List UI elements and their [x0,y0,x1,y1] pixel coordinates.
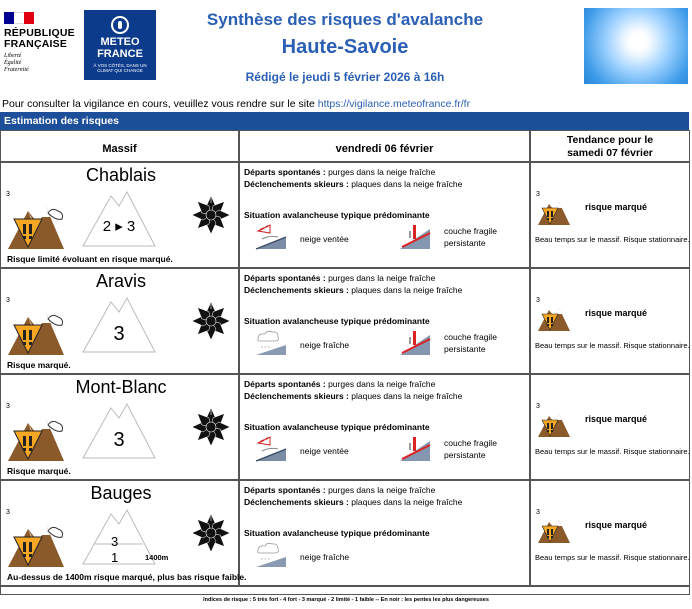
meteo-france-name: METEO FRANCE [97,36,143,60]
avalanche-risk-icon [537,304,571,332]
page-title: Synthèse des risques d'avalanche [206,10,484,29]
departs-line: Départs spontanés : purges dans la neige fraîche [244,379,436,389]
avalanche-risk-icon [537,410,571,438]
massif-name: Chablais [85,165,157,185]
lower-risk-value: 1 [111,550,119,565]
day-detail-cell [240,269,531,373]
svg-text:* * *: * * * [261,558,270,564]
massif-row [1,163,689,269]
tendance-cell [531,163,689,267]
tendance-index-number: 3 [536,509,540,516]
risk-index-number: 3 [6,191,10,198]
massif-row [1,375,689,481]
situation-title: Situation avalancheuse typique prédominante [244,528,430,538]
new-snow-icon [254,329,288,357]
upper-risk-value: 3 [111,534,119,549]
massif-row [1,269,689,375]
tendance-label: risque marqué [585,414,648,424]
avalanche-problem-label: neige fraîche [300,552,350,562]
avalanche-risk-icon [6,305,66,357]
republique-label: RÉPUBLIQUE FRANÇAISE [4,27,75,50]
meteo-france-logo [84,10,156,80]
department-title: Haute-Savoie [281,36,409,58]
tendance-cell [531,481,689,585]
avalanche-problem-label: neige ventée [300,446,349,456]
republique-francaise-logo [4,12,76,80]
compass-rose-icon [191,195,231,235]
svg-text:* * *: * * * [261,346,270,352]
risk-summary: Risque marqué. [7,466,71,476]
altitude-label: 1400m [145,553,169,562]
situation-title: Situation avalancheuse typique prédominante [244,422,430,432]
compass-rose-icon [191,513,231,553]
risk-index-number: 3 [6,297,10,304]
new-snow-icon [254,541,288,569]
avalanche-problem-label: neige ventée [300,234,349,244]
risk-value: 2 ▸ 3 [102,218,136,235]
day-detail-cell [240,375,531,479]
avalanche-risk-icon [6,199,66,251]
tendance-text: Beau temps sur le massif. Risque stationnaire. [535,553,690,562]
tendance-index-number: 3 [536,191,540,198]
massif-name: Bauges [90,483,152,503]
avalanche-problem-label: couche fragile persistante [444,438,497,460]
risk-summary: Risque limité évoluant en risque marqué. [7,254,173,264]
wind-slab-icon [254,223,288,251]
column-header-tendance: Tendance pour le samedi 07 février [531,131,689,163]
column-header-day: vendredi 06 février [240,131,531,163]
risk-index-legend: Indices de risque : 5 très fort - 4 fort - 3 marqué - 2 limité - 1 faible -- En noir : les pentes les plus dangereuses [203,597,489,603]
tendance-index-number: 3 [536,403,540,410]
situation-title: Situation avalancheuse typique prédominante [244,316,430,326]
day-detail-cell [240,481,531,585]
page-header [0,0,692,94]
departs-line: Départs spontanés : purges dans la neige fraîche [244,273,436,283]
tendance-text: Beau temps sur le massif. Risque stationnaire. [535,235,690,244]
avalanche-risk-icon [537,198,571,226]
risk-index-number: 3 [6,509,10,516]
massif-cell [1,163,240,267]
massif-cell [1,375,240,479]
departs-line: Départs spontanés : purges dans la neige fraîche [244,167,436,177]
risk-summary: Au-dessus de 1400m risque marqué, plus bas risque faible. [7,572,247,582]
persistent-weak-layer-icon [398,435,432,463]
avalanche-risk-icon [6,517,66,569]
tendance-index-number: 3 [536,297,540,304]
vigilance-notice: Pour consulter la vigilance en cours, veuillez vous rendre sur le site https://vigilance.meteofrance.fr/fr [2,98,471,110]
risk-table [0,130,690,595]
avalanche-risk-icon [537,516,571,544]
avalanche-risk-icon [6,411,66,463]
vigilance-link[interactable]: https://vigilance.meteofrance.fr/fr [317,98,471,110]
avalanche-problem-label: neige fraîche [300,340,350,350]
tendance-cell [531,375,689,479]
compass-rose-icon [191,301,231,341]
declenchements-line: Déclenchements skieurs : plaques dans la neige fraîche [244,497,463,507]
massif-row [1,481,689,587]
day-detail-cell [240,163,531,267]
situation-title: Situation avalancheuse typique prédominante [244,210,430,220]
tendance-label: risque marqué [585,308,648,318]
risk-value: 3 [113,323,125,345]
sunny-sky-image [584,8,688,84]
redaction-date: Rédigé le jeudi 5 février 2026 à 16h [245,70,445,84]
avalanche-problem-label: couche fragile persistante [444,226,497,248]
avalanche-problem-label: couche fragile persistante [444,332,497,354]
persistent-weak-layer-icon [398,223,432,251]
tendance-cell [531,269,689,373]
wind-slab-icon [254,435,288,463]
section-title-bar: Estimation des risques [0,112,689,130]
risk-value: 3 [113,429,125,451]
tendance-text: Beau temps sur le massif. Risque stationnaire. [535,341,690,350]
risk-index-number: 3 [6,403,10,410]
massif-cell [1,481,247,585]
risk-summary: Risque marqué. [7,360,71,370]
tendance-label: risque marqué [585,520,648,530]
meteo-france-tagline: À VOS CÔTÉS, DANS UN CLIMAT QUI CHANGE [93,63,147,73]
persistent-weak-layer-icon [398,329,432,357]
tendance-text: Beau temps sur le massif. Risque stationnaire. [535,447,690,456]
column-header-massif: Massif [1,131,240,163]
declenchements-line: Déclenchements skieurs : plaques dans la neige fraîche [244,179,463,189]
massif-name: Mont-Blanc [75,377,167,397]
declenchements-line: Déclenchements skieurs : plaques dans la neige fraîche [244,391,463,401]
meteo-france-emblem-icon [111,16,129,34]
departs-line: Départs spontanés : purges dans la neige fraîche [244,485,436,495]
french-flag-icon [4,12,34,24]
compass-rose-icon [191,407,231,447]
massif-cell [1,269,240,373]
tendance-label: risque marqué [585,202,648,212]
massif-name: Aravis [95,271,146,291]
republique-motto: Liberté Égalité Fraternité [4,53,29,73]
declenchements-line: Déclenchements skieurs : plaques dans la neige fraîche [244,285,463,295]
